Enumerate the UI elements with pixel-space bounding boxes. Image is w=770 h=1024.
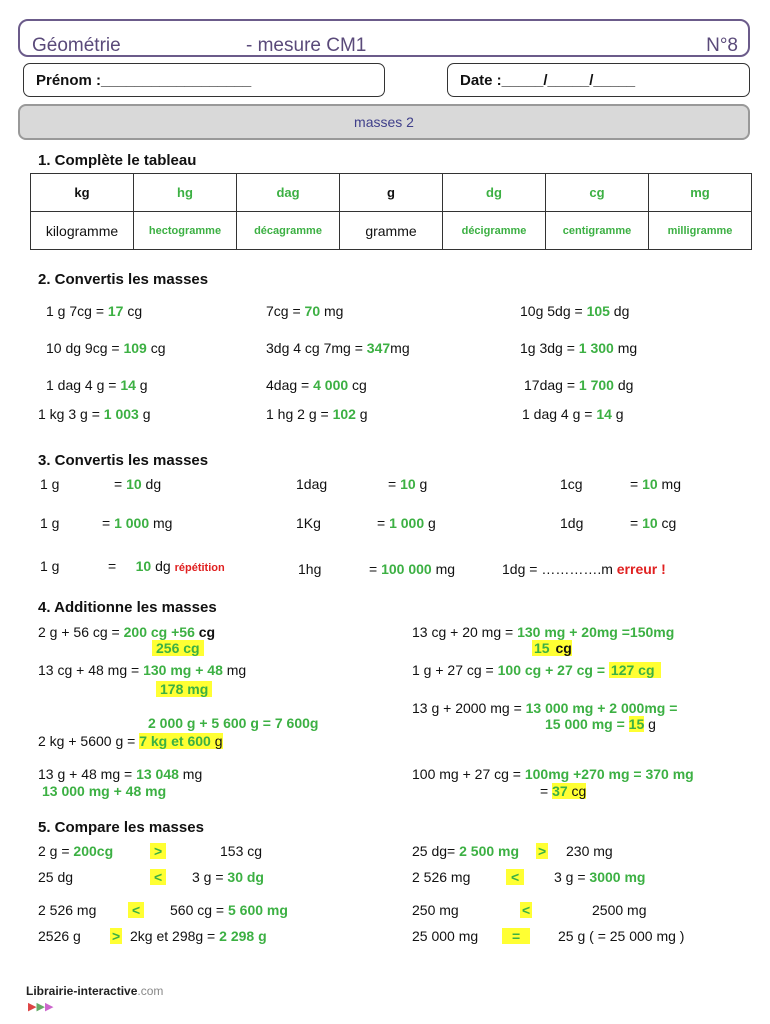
addition-line: 13 cg + 48 mg = 130 mg + 48 mg	[38, 662, 247, 678]
compare-left: 25 dg= 2 500 mg	[412, 843, 520, 859]
conversion-item: 10g 5dg = 105 dg	[520, 303, 630, 319]
compare-right: 153 cg	[220, 843, 263, 859]
unit-label: 1hg	[298, 561, 322, 577]
conversion-item: 1 kg 3 g = 1 003 g	[38, 406, 151, 422]
sheet-number: N°8	[706, 35, 738, 56]
compare-right: 25 g ( = 25 000 mg )	[558, 928, 685, 944]
conversion-result: = 10 mg	[630, 476, 681, 492]
logo-arrows-icon: ▶▶▶	[28, 1001, 54, 1013]
unit-label: 1 g	[40, 476, 60, 492]
compare-left: 25 000 mg	[412, 928, 479, 944]
prenom-field[interactable]	[23, 63, 385, 97]
table-cell: dg	[443, 174, 546, 212]
prenom-label: Prénom :__________________	[36, 72, 252, 89]
compare-sign: >	[150, 843, 166, 859]
addition-line: 13 cg + 20 mg = 130 mg + 20mg =150mg	[412, 624, 675, 640]
conversion-result: = 1 000 g	[377, 515, 436, 531]
table-cell: hg	[134, 174, 237, 212]
section2-title: 2. Convertis les masses	[38, 271, 209, 288]
compare-left: 25 dg	[38, 869, 74, 885]
addition-line: 1 g + 27 cg = 100 cg + 27 cg = 127 cg	[412, 662, 661, 678]
unit-label: 1cg	[560, 476, 583, 492]
unit-label: 1dg	[560, 515, 584, 531]
addition-work: 13 000 mg + 48 mg	[42, 783, 167, 799]
conversion-item: 1 hg 2 g = 102 g	[266, 406, 368, 422]
table-cell: dag	[237, 174, 340, 212]
section4-title: 4. Additionne les masses	[38, 599, 217, 616]
table-cell: décigramme	[443, 212, 546, 250]
compare-sign: >	[538, 843, 547, 859]
publisher-logo: Librairie-interactive.com	[26, 984, 164, 998]
compare-right: 2500 mg	[592, 902, 647, 918]
compare-left: 2526 g	[38, 928, 81, 944]
conversion-item: 1g 3dg = 1 300 mg	[520, 340, 638, 356]
addition-result: 178 mg	[156, 681, 212, 697]
conversion-item: 17dag = 1 700 dg	[524, 377, 634, 393]
table-cell: g	[340, 174, 443, 212]
addition-result: 15 000 mg = 15 g	[545, 716, 656, 732]
compare-sign: >	[112, 928, 121, 944]
addition-line: 2 g + 56 cg = 200 cg +56 cg	[38, 624, 216, 640]
unit-label: 1 g	[40, 558, 60, 574]
title-subject: Géométrie	[32, 35, 121, 56]
compare-right: 3 g = 3000 mg	[554, 869, 646, 885]
addition-result: = 37 cg	[540, 783, 587, 799]
conversion-item: 1 dag 4 g = 14 g	[46, 377, 148, 393]
conversion-result: = 1 000 mg	[102, 515, 173, 531]
compare-sign: <	[150, 869, 166, 885]
addition-work: 2 000 g + 5 600 g = 7 600g	[148, 715, 319, 731]
compare-sign: <	[506, 869, 524, 885]
conversion-result: = 10 dg répétition	[108, 558, 225, 574]
compare-sign: <	[128, 902, 144, 918]
title-box	[18, 19, 750, 57]
error-note: erreur !	[616, 561, 666, 577]
conversion-result: = 10 dg	[114, 476, 162, 492]
conversion-result: = 10 cg	[630, 515, 677, 531]
table-cell: hectogramme	[134, 212, 237, 250]
table-row	[31, 174, 752, 212]
conversion-item: 4dag = 4 000 cg	[266, 377, 367, 393]
compare-sign: <	[522, 902, 531, 918]
table-cell: cg	[546, 174, 649, 212]
section5-title: 5. Compare les masses	[38, 819, 204, 836]
repetition-note: répétition	[174, 562, 225, 574]
conversion-item: 10 dg 9cg = 109 cg	[46, 340, 166, 356]
unit-label: 1Kg	[296, 515, 321, 531]
compare-left: 2 g = 200cg	[38, 843, 114, 859]
table-cell: kilogramme	[31, 212, 134, 250]
table-cell: kg	[31, 174, 134, 212]
conversion-result: 1dg = ………….m erreur !	[502, 561, 666, 577]
addition-line: 100 mg + 27 cg = 100mg +270 mg = 370 mg	[412, 766, 694, 782]
table-row	[31, 212, 752, 250]
table-cell: mg	[649, 174, 752, 212]
compare-right: 230 mg	[566, 843, 613, 859]
addition-line: 13 g + 2000 mg = 13 000 mg + 2 000mg =	[412, 700, 678, 716]
addition-line: 2 kg + 5600 g = 7 kg et 600 g	[38, 733, 223, 749]
compare-right: 3 g = 30 dg	[192, 869, 264, 885]
compare-left: 250 mg	[412, 902, 459, 918]
date-label: Date :_____/_____/_____	[460, 72, 636, 89]
compare-left: 2 526 mg	[38, 902, 97, 918]
banner-text: masses 2	[354, 114, 414, 130]
conversion-item: 3dg 4 cg 7mg = 347mg	[266, 340, 410, 356]
table-cell: milligramme	[649, 212, 752, 250]
unit-label: 1 g	[40, 515, 60, 531]
compare-left: 2 526 mg	[412, 869, 471, 885]
conversion-result: = 10 g	[388, 476, 428, 492]
unit-label: 1dag	[296, 476, 328, 492]
date-field[interactable]	[447, 63, 750, 97]
table-cell: centigramme	[546, 212, 649, 250]
addition-result: 15 cg	[534, 640, 572, 656]
addition-line: 13 g + 48 mg = 13 048 mg	[38, 766, 203, 782]
units-table	[30, 173, 752, 250]
compare-right: 2kg et 298g = 2 298 g	[130, 928, 267, 944]
conversion-item: 1 g 7cg = 17 cg	[46, 303, 143, 319]
compare-right: 560 cg = 5 600 mg	[170, 902, 288, 918]
compare-sign: =	[502, 928, 530, 944]
section1-title: 1. Complète le tableau	[38, 152, 197, 169]
table-cell: gramme	[340, 212, 443, 250]
table-cell: décagramme	[237, 212, 340, 250]
conversion-item: 7cg = 70 mg	[266, 303, 344, 319]
addition-result: 256 cg	[152, 640, 204, 656]
title-topic: - mesure CM1	[246, 35, 367, 56]
conversion-item: 1 dag 4 g = 14 g	[522, 406, 624, 422]
section3-title: 3. Convertis les masses	[38, 452, 209, 469]
subtitle-banner	[18, 104, 750, 140]
conversion-result: = 100 000 mg	[369, 561, 456, 577]
